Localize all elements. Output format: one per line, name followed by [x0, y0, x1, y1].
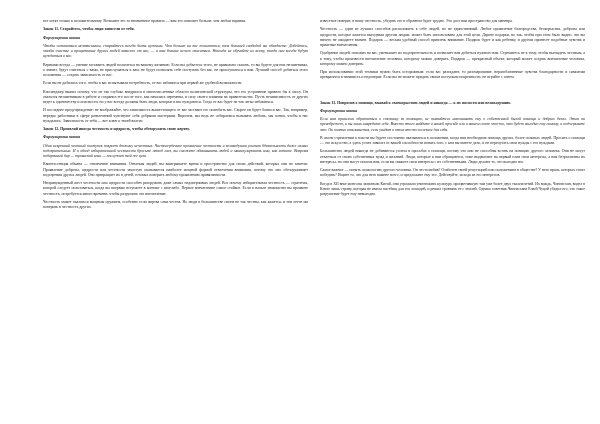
law-11-heading: Закон 11. Старайтесь, чтобы люди зависели от тебя.	[43, 27, 135, 32]
law-12-subheading: Формулировка закона	[43, 135, 81, 140]
law-13-heading: Закон 13. Попросив о помощи, взывай к своекорыстию людей и никогда — к их милости или великодушию.	[320, 100, 511, 105]
paragraph: все хотят только к положительному. Возьмите это за неизменное правило — вам это поможет больше, чем любая тирания.	[43, 19, 247, 23]
paragraph: Когда в XII веке монголы захватили Китай, они угрожали уничтожить культуру, процветавшую там уже более двух тысячелетий. Их вождь, Чингисхан, видел в Китае лишь страну, которая не имела пастбищ для его лошадей, и решил сровнять ее с землей. Однако советник Чингисхана Елюй Чуцай убедил его, что такое разрушение будет ему невыгодно.	[320, 181, 585, 196]
section-spacer	[320, 84, 585, 98]
paragraph: В своем стремлении к власти вы будете постоянно оказываться в положении, когда вам необходима помощь других, более сильных людей. Просить о помощи — это искусство, а здесь успех зависит от вашей способности понять того, с кем вы имеете дело, и не перепутать свои нужды с его нуждами.	[320, 135, 585, 145]
paragraph: Самое важное — понять психологию другого человека. Он честолюбив? Озабочен своей репутацией или положением в обществе? У него враги, которых стоит победить? Ищите то, что для него важнее всего, и предложите ему это. Действуйте, исходя из его интересов.	[320, 168, 586, 178]
paragraph: Большинство людей никогда не добиваются успеха в просьбах о помощи, потому что они не способны встать на позицию другого человека. Они не могут отвлечься от своих собственных нужд и желаний. Люди, которые к вам обращаются, тоже выдвигают на первый план свои интересы, а вам безразличны их интересы, но они могут помочь вам, если вы свяжете свои интересы с их собственными. Люди делают то, что выгодно им.	[320, 149, 585, 164]
paragraph: известное поверит, в вашу честность, убедить его в обратном будет трудно. Это даст вам пространство для маневра.	[320, 19, 513, 23]
law-12-heading: Закон 12. Проявляй иногда честность и щедрость, чтобы обезоружить свою жертву.	[43, 127, 190, 131]
paragraph: Честность может оказаться мощным оружием, особенно если жертва сама честна. Но люди в большинстве своем не так честны, как кажется, и тем легче им поверить в честность других.	[43, 199, 308, 209]
law-11-formulation: Чтобы оставаться независимым, старайтесь всегда быть нужным. Чем больше на вас полагаются, тем большей свободой вы обладаете. Добейтесь, чтобы счастье и процветание других людей зависело от вас, — и вам больше нечего опасаться. Никогда не обучайте их всему, тогда они всегда будут нуждаться в вас.	[43, 43, 308, 59]
paragraph: Честность — один из лучших способов расположить к себе людей, но не единственный. Любое проявление благородства, бескорыстия, доброты или щедрости, которое кажется выгодным другим людям, может быть использовано для этой цели. Дарите подарки, но так, чтобы при этом было видно, что вы ничего не ожидаете взамен. Подарок — весьма удобный способ привлечь внимание. Подарок будет и как ребенку, и другим принесет подобные чувства и приятные впечатления.	[320, 27, 585, 47]
paragraph: И последнее предупреждение: не воображайте, что зависимость вышестоящего от вас заставит его полюбить вас. Скорее он будет бояться вас. Так, например, нередко работники в сфере развлечений чувствуют себя добрыми мастерами. Впрочем, мы ведь не собираемся вызывать любовь, мы хотим, чтобы в нас нуждались. Зависимость от тебя — вот ключ к твоей власти.	[43, 108, 308, 123]
paragraph: Квинтэссенция обмана — отвлечение внимания. Отвлекая людей, вы выигрываете время и пространство для своих действий, которых они не заметят. Проявление доброты, щедрости или честности зачастую оказывается наиболее мощной формой отвлечения внимания, потому что оно обезоруживает подозрения других людей. Оно превращает их в детей, готовых поверить любому проявлению привязанности.	[43, 162, 308, 177]
paragraph: При использовании этой техники нужно быть осторожным: если вас разгадают, то разочарование, неразоблаченные чувства благодарности и симпатии превратятся в ненависть и недоверие. Если вы не можете придать своим поступкам искренности, не играйте с огнем.	[320, 70, 585, 80]
paragraph: Непринужденный жест честности или щедрости способен разоружить даже самых недоверчивых людей. Вот почему избирательная честность — стратегия, которой следует пользоваться, когда вы впервые вступаете в контакт с кем-либо. Первое впечатление самое стойкое. Если в начале знакомства вы проявите честность, потребуется много времени, чтобы разрушить это впечатление.	[43, 181, 308, 196]
left-page	[43, 19, 308, 213]
law-11-subheading: Формулировка закона	[43, 35, 81, 40]
right-page	[320, 19, 585, 200]
paragraph: Верными всегда — умение заставить людей полагаться на вашему желанию. Если вы добьетесь этого, не правильно сказать, то вы будете для них незаменимы, а значит, будут считаться с вами, не прислушаться к вам, не будут позволять себе поступать без вас, не прислушаться к вам. Лучший способ добиться этого положения — создать зависимость от вас.	[43, 62, 308, 77]
law-12-formulation: Один искренний честный поступок покроет дюжину нечестных. Чистосердечное проявление честности и великодушия усыпит бдительность даже самых подозрительных. И в обход избирательной честности бросьте отвод глаз, вы сможете обманывать людей и манипулировать ими, как хотите. Вовремя подаренный дар — троянский конь — послужит той же цели.	[43, 143, 308, 158]
law-13-formulation: Если вам пришлось обратиться к союзнику за помощью, не пытайтесь напоминать ему о собственной былой помощи и добрых делах. Этим он пренебрежет, и вы лишь навредите себе. Вместо этого найдите в вашей просьбе или в вашем союзе что-то, что будет выгодно ему самому, и подчеркните это. Он охотно откликнется, если увидит в этом что-то полезное для себя.	[320, 117, 585, 132]
paragraph: Если вы не добились того, чтобы в вас испытывали потребность, от вас избавятся при первой же удобной возможности.	[43, 81, 243, 86]
paragraph: Киссинджер выжил потому, что он так глубоко внедрился в многочисленные области политической структуры, что его устранение привело бы к хаосу. Он оказался незаменимым в работе и сохранил его после того, как начались перемены, в силу своего влияния на правительство. Пусть независимость от других ведет к одиночеству и опасности, но у вас всегда должны быть люди, которые в вас нуждаются. Тогда от вас будет не так легко избавиться.	[43, 89, 308, 104]
law-13-subheading: Формулировка закона	[320, 108, 358, 113]
paragraph: Одобрение людей, похожих на вас, уменьшает их подозрительность и позволяет вам добиться нужного вам. Стремитесь не к тому, чтобы выглядеть честным, а к тому, чтобы произвести впечатление человека, которому можно доверять. Подарок — прекрасный объект, который может создать впечатление человека, которому можно доверять.	[320, 51, 585, 66]
